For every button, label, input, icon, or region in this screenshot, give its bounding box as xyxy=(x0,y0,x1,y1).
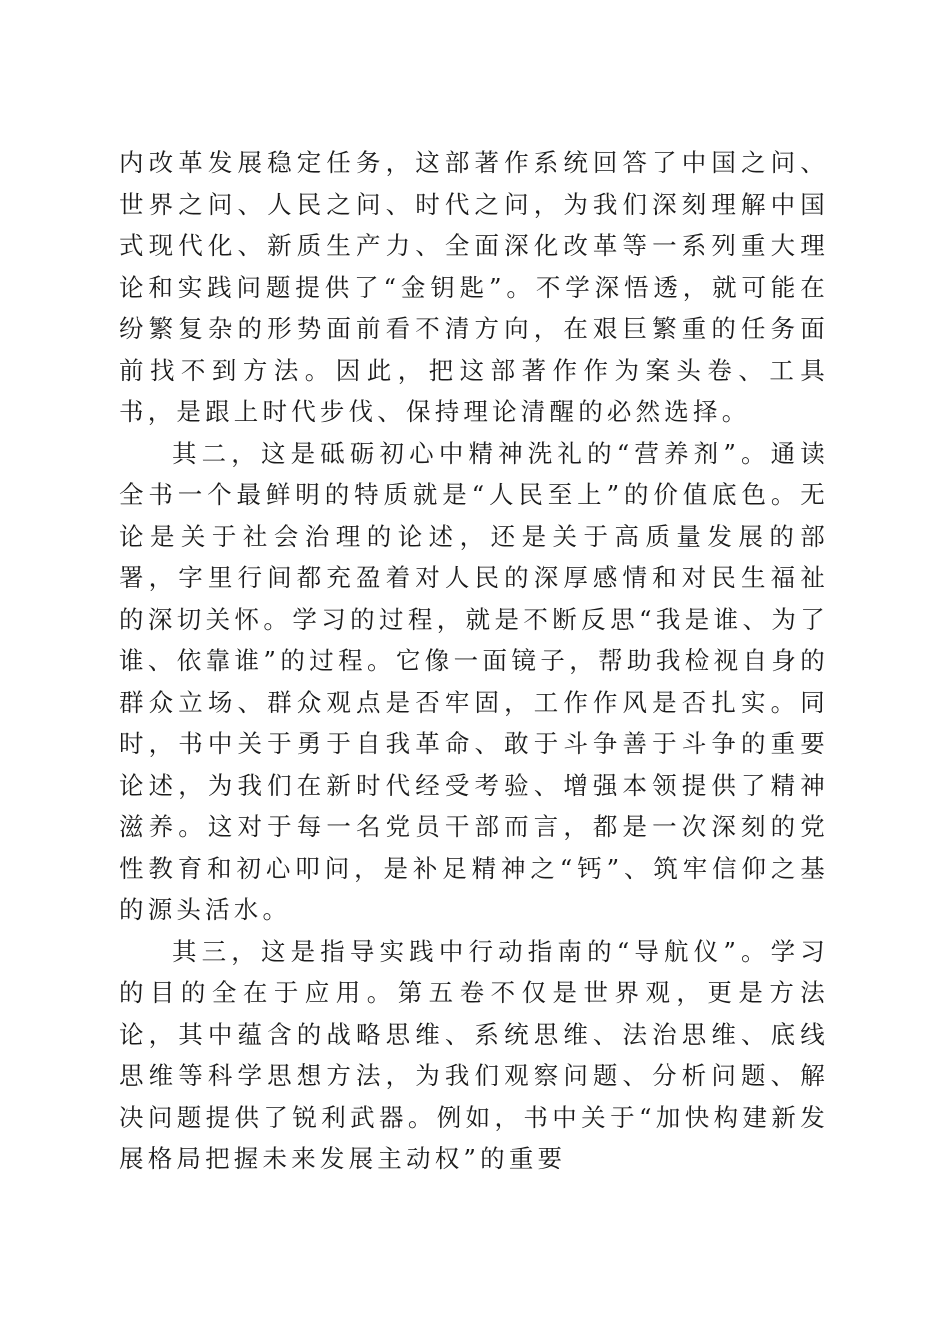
paragraph-third-point: 其三，这是指导实践中行动指南的“导航仪”。学习的目的全在于应用。第五卷不仅是世界观，更是方法论，其中蕴含的战略思维、系统思维、法治思维、底线思维等科学思想方法，为我们观察问题、分析问题、解决问题提供了锐利武器。例如，书中关于“加快构建新发展格局把握未来发展主动权”的重要 xyxy=(119,936,829,1173)
body-text xyxy=(119,142,829,1180)
paragraph-continuation: 内改革发展稳定任务，这部著作系统回答了中国之问、世界之问、人民之问、时代之问，为我们深刻理解中国式现代化、新质生产力、全面深化改革等一系列重大理论和实践问题提供了“金钥匙”。不学深悟透，就可能在纷繁复杂的形势面前看不清方向，在艰巨繁重的任务面前找不到方法。因此，把这部著作作为案头卷、工具书，是跟上时代步伐、保持理论清醒的必然选择。 xyxy=(119,148,829,426)
paragraph-second-point: 其二，这是砥砺初心中精神洗礼的“营养剂”。通读全书一个最鲜明的特质就是“人民至上”的价值底色。无论是关于社会治理的论述，还是关于高质量发展的部署，字里行间都充盈着对人民的深厚感情和对民生福祉的深切关怀。学习的过程，就是不断反思“我是谁、为了谁、依靠谁”的过程。它像一面镜子，帮助我检视自身的群众立场、群众观点是否牢固，工作作风是否扎实。同时，书中关于勇于自我革命、敢于斗争善于斗争的重要论述，为我们在新时代经受考验、增强本领提供了精神滋养。这对于每一名党员干部而言，都是一次深刻的党性教育和初心叩问，是补足精神之“钙”、筑牢信仰之基的源头活水。 xyxy=(119,438,829,924)
